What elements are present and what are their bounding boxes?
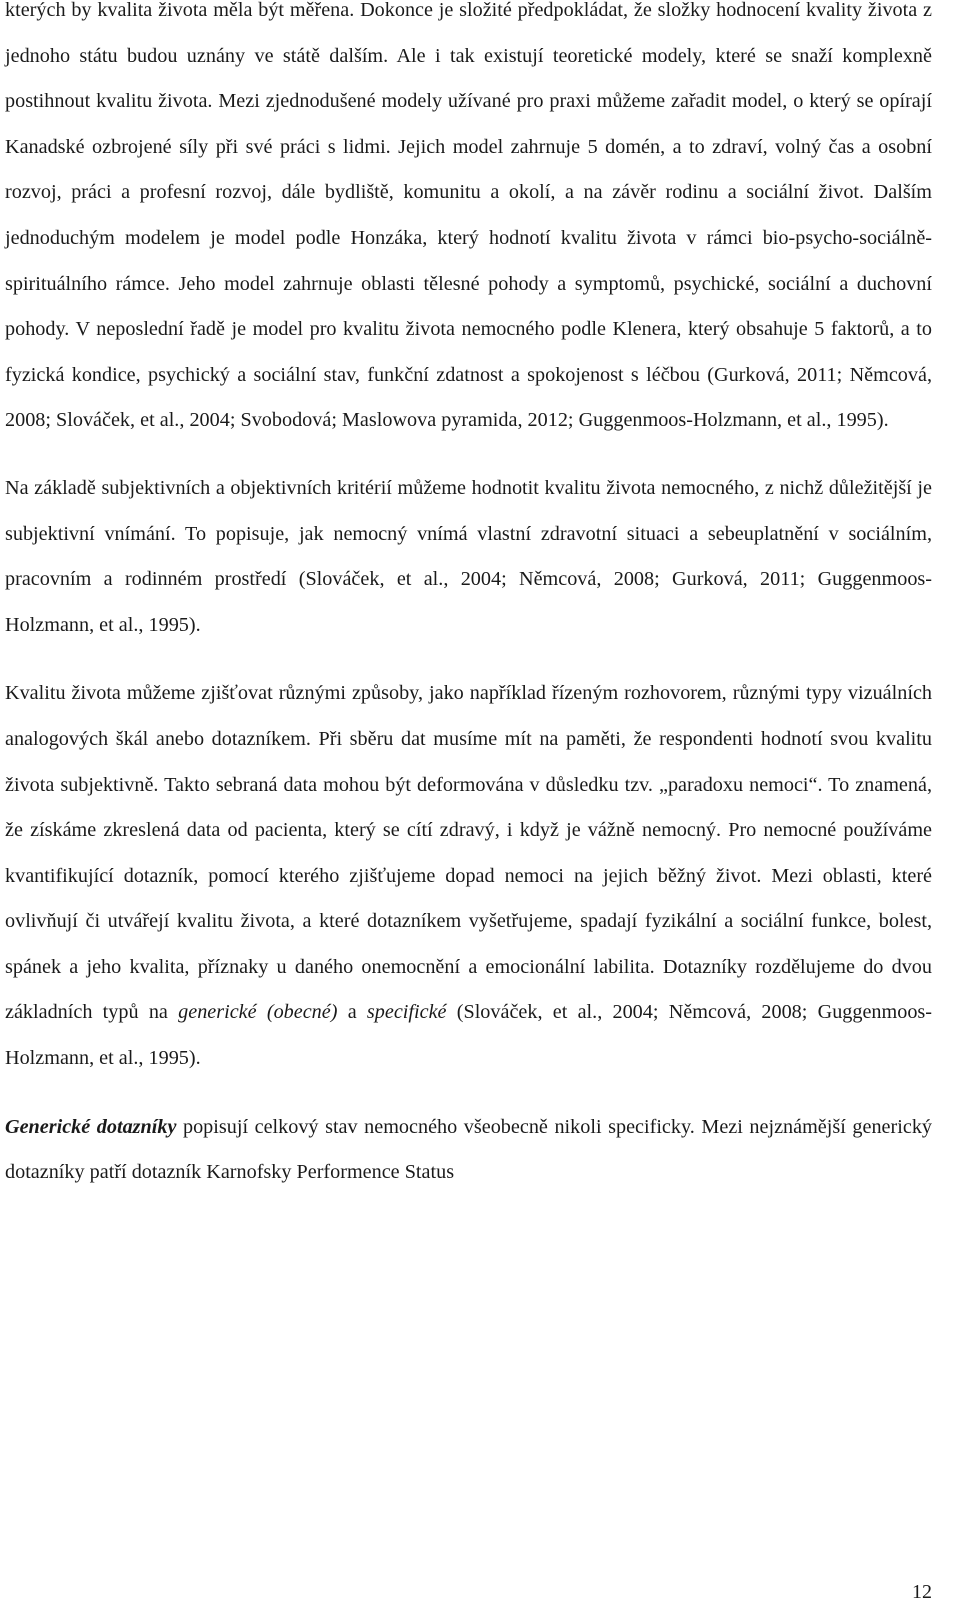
term-generic-questionnaires: generické (obecné) — [178, 1001, 338, 1024]
paragraph-subjective-criteria: Na základě subjektivních a objektivních kritérií můžeme hodnotit kvalitu života nemocného, z nichž důležitější je subjektivní vnímání. To popisuje, jak nemocný vnímá vlastní zdravotní situaci a sebeuplatnění v sociálním, pracovním a rodinném prostředí (Slováček, et al., 2004; Němcová, 2008; Gurková, 2011; Guggenmoos-Holzmann, et al., 1995). — [5, 476, 932, 636]
paragraph-text: a — [337, 1001, 367, 1024]
paragraph-text: popisují celkový stav nemocného všeobecně nikoli specificky. Mezi nejznámější generický dotazníky patří dotazník Karnofsky Performence Status — [5, 1115, 933, 1184]
paragraph-measurement-methods — [5, 671, 932, 1081]
term-generic-questionnaires-heading: Generické dotazníky — [5, 1115, 177, 1138]
paragraph-text: Kvalitu života můžeme zjišťovat různými způsoby, jako například řízeným rozhovorem, různými typy vizuálních analogových škál anebo dotazníkem. Při sběru dat musíme mít na paměti, že respondenti hodnotí svou kvalitu života subjektivně. Takto sebraná data mohou být deformována v důsledku tzv. „paradoxu nemoci“. To znamená, že získáme zkreslená data od pacienta, který se cítí zdravý, i když je vážně nemocný. Pro nemocné používáme kvantifikující dotazník, pomocí kterého zjišťujeme dopad nemoci na jejich běžný život. Mezi oblasti, které ovlivňují či utvářejí kvalitu života, a které dotazníkem vyšetřujeme, spadají fyzikální a sociální funkce, bolest, spánek a jeho kvalita, příznaky u daného onemocnění a emocionální labilita. Dotazníky rozdělujeme do dvou základních typů na — [5, 682, 932, 1024]
term-specific-questionnaires: specifické — [366, 1001, 447, 1024]
paragraph-quality-of-life-models: kterých by kvalita života měla být měřena. Dokonce je složité předpokládat, že složky hodnocení kvality života z jednoho státu budou uznány ve státě dalším. Ale i tak existují teoretické modely, které se snaží komplexně postihnout kvalitu života. Mezi zjednodušené modely užívané pro praxi můžeme zařadit model, o který se opírají Kanadské ozbrojené síly při své práci s lidmi. Jejich model zahrnuje 5 domén, a to zdraví, volný čas a osobní rozvoj, práci a profesní rozvoj, dále bydliště, komunitu a okolí, a na závěr rodinu a sociální život. Dalším jednoduchým modelem je model podle Honzáka, který hodnotí kvalitu života v rámci bio-psycho-sociálně-spirituálního rámce. Jeho model zahrnuje oblasti tělesné pohody a symptomů, psychické, sociální a duchovní pohody. V neposlední řadě je model pro kvalitu života nemocného podle Klenera, který obsahuje 5 faktorů, a to fyzická kondice, psychický a sociální stav, funkční zdatnost a spokojenost s léčbou (Gurková, 2011; Němcová, 2008; Slováček, et al., 2004; Svobodová; Maslowova pyramida, 2012; Guggenmoos-Holzmann, et al., 1995). — [5, 0, 932, 432]
paragraph-text: (Slováček, et al., 2004; Němcová, 2008; Guggenmoos-Holzmann, et al., 1995). — [5, 1001, 932, 1070]
document-page — [5, 0, 932, 1196]
paragraph-generic-questionnaires — [5, 1105, 932, 1196]
page-number: 12 — [912, 1581, 932, 1603]
